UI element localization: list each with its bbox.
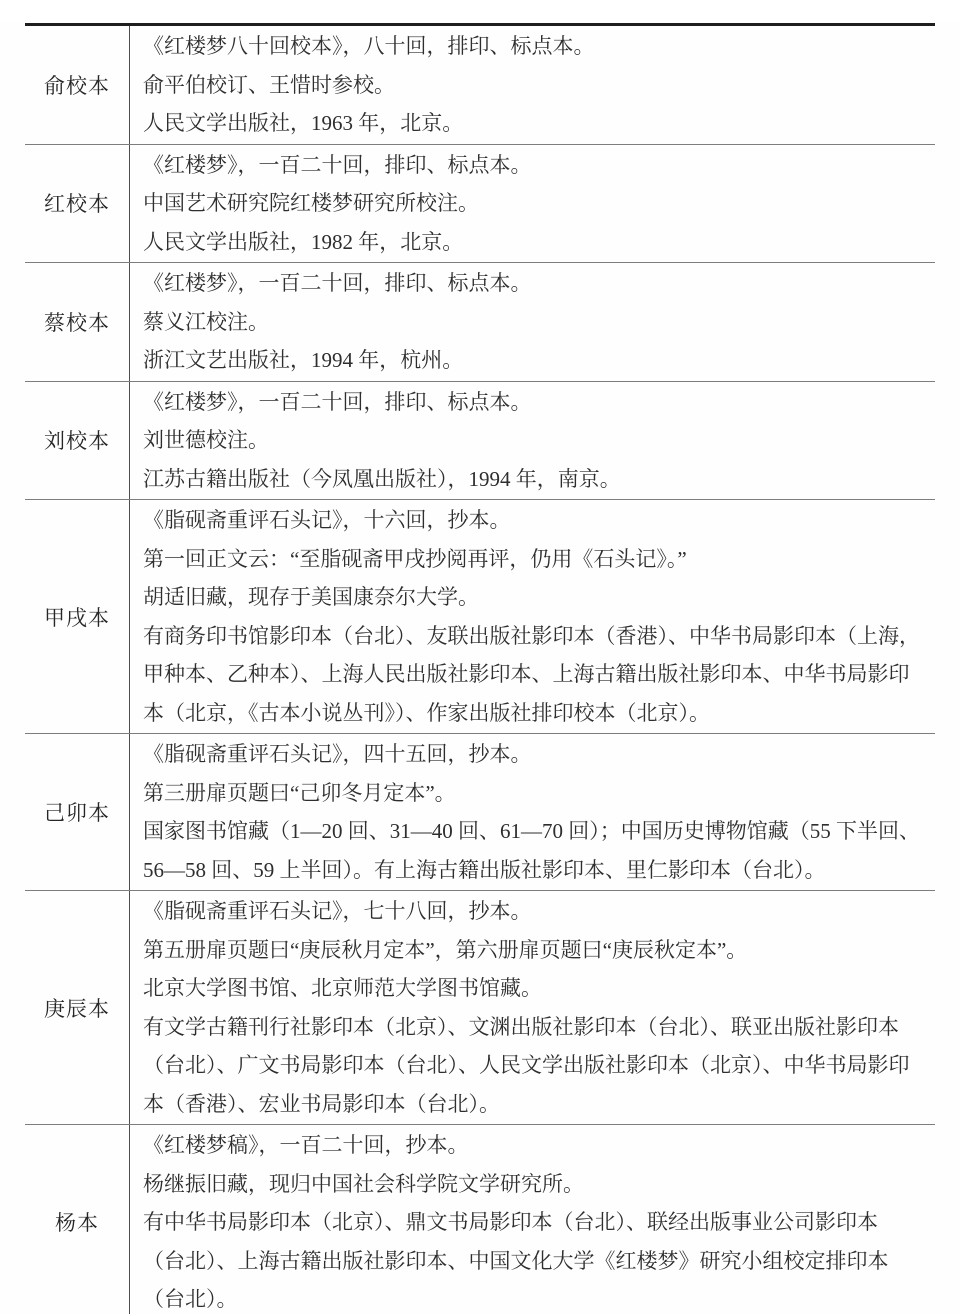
text-line: 有中华书局影印本（北京）、鼎文书局影印本（台北）、联经出版事业公司影印本 xyxy=(143,1210,878,1234)
text-line: 《脂砚斋重评石头记》，十六回，抄本。 xyxy=(143,508,511,532)
text-line: 胡适旧藏，现存于美国康奈尔大学。 xyxy=(143,585,479,609)
row-label: 己卯本 xyxy=(25,734,130,890)
row-label: 刘校本 xyxy=(25,382,130,500)
text-line: 第三册扉页题曰“己卯冬月定本”。 xyxy=(143,780,456,805)
text-line: 第一回正文云：“至脂砚斋甲戌抄阅再评，仍用《石头记》。” xyxy=(143,546,687,571)
text-line: （台北）、上海古籍出版社影印本、中国文化大学《红楼梦》研究小组校定排印本 xyxy=(143,1248,889,1273)
row-content xyxy=(130,734,935,890)
text-line: 《脂砚斋重评石头记》，七十八回，抄本。 xyxy=(143,899,532,923)
table-row-jimao-ben xyxy=(25,733,935,890)
table-row-gengchen-ben xyxy=(25,890,935,1124)
text-line: 有文学古籍刊行社影印本（北京）、文渊出版社影印本（台北）、联亚出版社影印本 xyxy=(143,1014,899,1039)
text-line: 《红楼梦》，一百二十回，排印、标点本。 xyxy=(143,152,532,177)
row-content xyxy=(130,263,935,381)
text-line: 中国艺术研究院红楼梦研究所校注。 xyxy=(143,191,479,215)
text-line: 有商务印书馆影印本（台北）、友联出版社影印本（香港）、中华书局影印本（上海， xyxy=(143,623,920,648)
text-line: 《红楼梦稿》，一百二十回，抄本。 xyxy=(143,1133,469,1157)
text-line: 江苏古籍出版社（今凤凰出版社），1994 年，南京。 xyxy=(143,466,621,491)
text-line: 56—58 回、59 上半回）。有上海古籍出版社影印本、里仁影印本（台北）。 xyxy=(143,857,826,882)
row-label: 俞校本 xyxy=(25,26,130,144)
row-label: 红校本 xyxy=(25,145,130,263)
text-line: 《脂砚斋重评石头记》，四十五回，抄本。 xyxy=(143,742,532,766)
text-line: 北京大学图书馆、北京师范大学图书馆藏。 xyxy=(143,976,542,1000)
row-content xyxy=(130,382,935,500)
text-line: 《红楼梦八十回校本》，八十回，排印、标点本。 xyxy=(143,34,595,58)
text-line: （台北）、广文书局影印本（台北）、人民文学出版社影印本（北京）、中华书局影印 xyxy=(143,1053,910,1077)
row-label: 庚辰本 xyxy=(25,891,130,1124)
text-line: 蔡义江校注。 xyxy=(143,309,269,334)
text-line: 甲种本、乙种本）、上海人民出版社影印本、上海古籍出版社影印本、中华书局影印 xyxy=(143,662,910,686)
text-line: 刘世德校注。 xyxy=(143,428,269,452)
row-content xyxy=(130,26,935,144)
text-line: 本（北京，《古本小说丛刊》）、作家出版社排印校本（北京）。 xyxy=(143,700,710,725)
text-line: 人民文学出版社，1963 年，北京。 xyxy=(143,111,464,135)
row-content xyxy=(130,891,935,1124)
row-label: 蔡校本 xyxy=(25,263,130,381)
row-content xyxy=(130,1125,935,1314)
text-line: 人民文学出版社，1982 年，北京。 xyxy=(143,229,464,254)
row-content xyxy=(130,145,935,263)
table-row-liu-jiaoben xyxy=(25,381,935,500)
table-row-jiaxu-ben xyxy=(25,499,935,733)
text-line: 国家图书馆藏（1—20 回、31—40 回、61—70 回）；中国历史博物馆藏（55 下半回、 xyxy=(143,819,920,843)
text-line: 杨继振旧藏，现归中国社会科学院文学研究所。 xyxy=(143,1171,584,1196)
row-label: 杨本 xyxy=(25,1125,130,1314)
editions-table xyxy=(25,23,935,1314)
table-row-yu-jiaoben xyxy=(25,26,935,144)
book-page xyxy=(0,23,960,1314)
text-line: 第五册扉页题曰“庚辰秋月定本”，第六册扉页题曰“庚辰秋定本”。 xyxy=(143,937,748,962)
text-line: 本（香港）、宏业书局影印本（台北）。 xyxy=(143,1091,500,1116)
table-row-cai-jiaoben xyxy=(25,262,935,381)
row-label: 甲戌本 xyxy=(25,500,130,733)
text-line: 俞平伯校订、王惜时参校。 xyxy=(143,72,395,97)
table-row-yang-ben xyxy=(25,1124,935,1314)
text-line: 《红楼梦》，一百二十回，排印、标点本。 xyxy=(143,389,532,414)
text-line: 《红楼梦》，一百二十回，排印、标点本。 xyxy=(143,271,532,295)
table-row-hong-jiaoben xyxy=(25,144,935,263)
text-line: （台北）。 xyxy=(143,1287,238,1311)
text-line: 浙江文艺出版社，1994 年，杭州。 xyxy=(143,348,464,372)
row-content xyxy=(130,500,935,733)
